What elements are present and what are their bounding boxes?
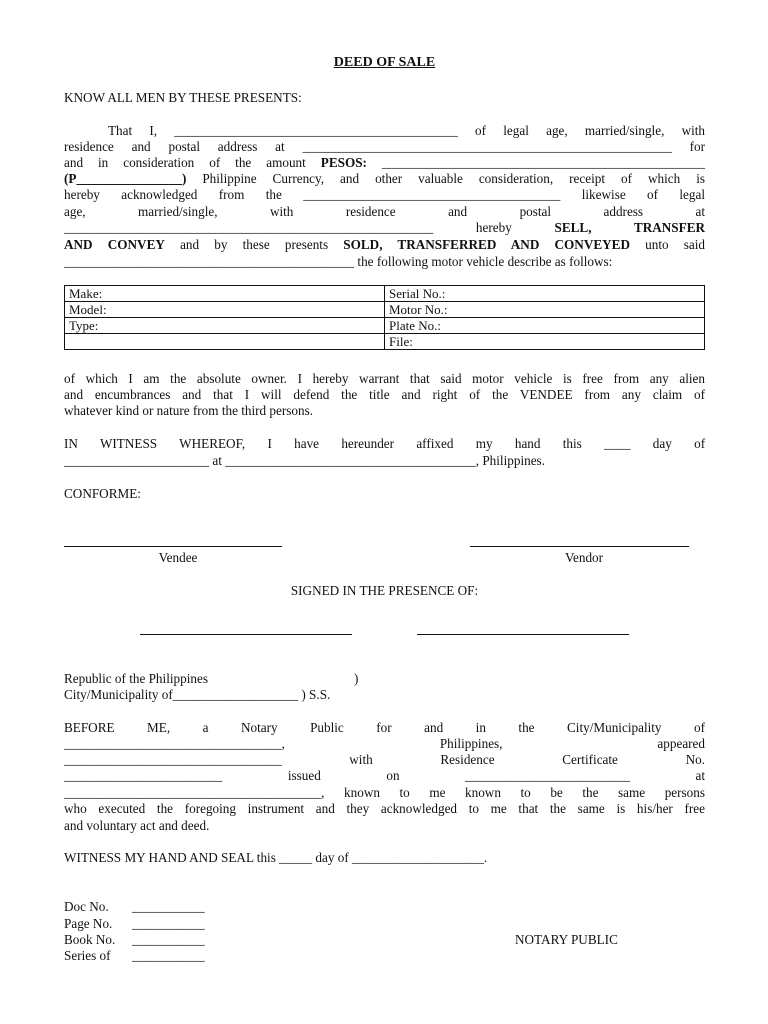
- para1-line1: That I, ___________________________________________ of legal age, married/single, with: [108, 123, 706, 138]
- table-row: [65, 318, 705, 334]
- table-cell-empty: [65, 334, 385, 350]
- table-cell-serial-no: Serial No.:: [385, 286, 705, 302]
- table-cell-file: File:: [385, 334, 705, 350]
- vendee-signature-line: [64, 546, 282, 547]
- series-of-field: Series of ___________: [64, 948, 205, 963]
- para1-line2: residence and postal address at ________________________________________________________ for: [64, 139, 705, 154]
- city-municipality-line: City/Municipality of___________________ ) S.S.: [64, 687, 331, 702]
- notary-public-label: NOTARY PUBLIC: [515, 932, 618, 947]
- witness-line1: IN WITNESS WHEREOF, I have hereunder affixed my hand this ____ day of: [64, 436, 706, 451]
- para1-line4: (P________________) Philippine Currency, and other valuable consideration, receipt of which is: [64, 171, 705, 186]
- signed-presence-heading: SIGNED IN THE PRESENCE OF:: [290, 583, 479, 598]
- para1-line5: hereby acknowledged from the _______________________________________ likewise of legal: [64, 187, 706, 202]
- para1-line8: AND CONVEY and by these presents SOLD, TRANSFERRED AND CONVEYED unto said: [64, 237, 706, 252]
- para2-line2: and encumbrances and that I will defend the title and right of the VENDEE from any claim of: [64, 387, 705, 402]
- before-me-line7: and voluntary act and deed.: [64, 818, 210, 833]
- republic-line: Republic of the Philippines: [64, 671, 208, 686]
- para1-line6: age, married/single, with residence and postal address at: [64, 204, 706, 219]
- table-cell-model: Model:: [65, 302, 385, 318]
- para1-line9: ____________________________________________ the following motor vehicle describe as follows:: [64, 254, 613, 269]
- vendor-label: Vendor: [564, 550, 604, 565]
- before-me-line3: _________________________________ with Residence Certificate No.: [64, 752, 706, 767]
- table-cell-plate-no: Plate No.:: [385, 318, 705, 334]
- before-me-line6: who executed the foregoing instrument and they acknowledged to me that the same is his/her free: [64, 801, 705, 816]
- table-row: [65, 334, 705, 350]
- doc-no-field: Doc No. ___________: [64, 899, 205, 914]
- document-title: DEED OF SALE: [333, 55, 436, 70]
- vendee-label: Vendee: [158, 550, 198, 565]
- table-row: [65, 302, 705, 318]
- para2-line3: whatever kind or nature from the third persons.: [64, 403, 314, 418]
- para1-line3: and in consideration of the amount PESOS: _________________________________________________: [64, 155, 706, 170]
- table-cell-motor-no: Motor No.:: [385, 302, 705, 318]
- witness2-signature-line: [417, 634, 629, 635]
- witness-hand-seal: WITNESS MY HAND AND SEAL this _____ day of ____________________.: [64, 850, 488, 865]
- table-row: [65, 286, 705, 302]
- before-me-line2: _________________________________, Philippines, appeared: [64, 736, 706, 751]
- para2-line1: of which I am the absolute owner. I hereby warrant that said motor vehicle is free from any alien: [64, 371, 705, 386]
- vendor-signature-line: [470, 546, 689, 547]
- vehicle-details-table: [64, 285, 705, 350]
- conforme-label: CONFORME:: [64, 486, 141, 501]
- table-cell-type: Type:: [65, 318, 385, 334]
- intro-text: KNOW ALL MEN BY THESE PRESENTS:: [64, 90, 302, 105]
- book-no-field: Book No. ___________: [64, 932, 205, 947]
- witness1-signature-line: [140, 634, 352, 635]
- table-cell-make: Make:: [65, 286, 385, 302]
- before-me-line5: _______________________________________, known to me known to be the same persons: [64, 785, 705, 800]
- republic-paren: ): [354, 671, 359, 686]
- para1-line7: ________________________________________________________ hereby SELL, TRANSFER: [64, 220, 706, 235]
- page-no-field: Page No. ___________: [64, 916, 205, 931]
- witness-line2: ______________________ at ______________________________________, Philippines.: [64, 453, 545, 468]
- before-me-line1: BEFORE ME, a Notary Public for and in the City/Municipality of: [64, 720, 706, 735]
- before-me-line4: ________________________ issued on _________________________ at: [64, 768, 706, 783]
